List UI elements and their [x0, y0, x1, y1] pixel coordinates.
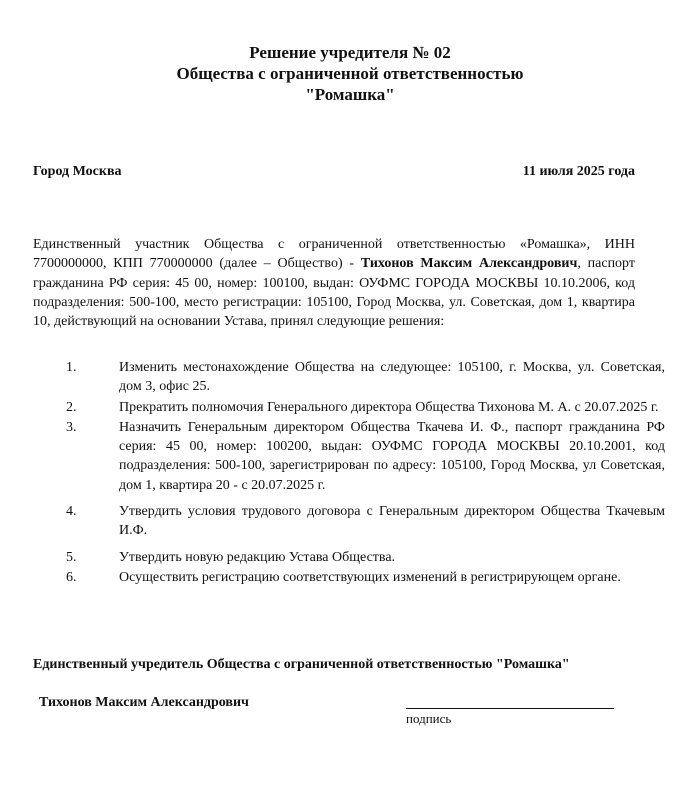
list-item: [33, 568, 665, 587]
list-item: [33, 548, 665, 567]
decisions-list: [33, 358, 665, 588]
item-number: 3.: [66, 419, 77, 435]
intro-text-end: , паспорт гражданина РФ серия: 45 00, номер: 100100, выдан: ОУФМС ГОРОДА МОСКВЫ 10.10.2006, код подразделения: 500-100, место регистрации: 105100, Город Москва, ул. Советская, дом 1, квартира 10, действующий на основании Устава, принял следующие решения:: [33, 256, 635, 330]
city: Город Москва: [33, 164, 122, 179]
item-number: 4.: [66, 504, 77, 520]
item-number: 6.: [66, 569, 77, 585]
list-item: [33, 418, 665, 495]
item-text: Прекратить полномочия Генерального директора Общества Тихонова М. А. с 20.07.2025 г.: [119, 399, 659, 415]
item-text: Назначить Генеральным директором Общества Ткачева И. Ф., паспорт гражданина РФ серия: 45 00, номер: 100200, выдан: ОУФМС ГОРОДА МОСКВЫ 20.10.2001, код подразделения: 500-100, зарегистрирован по адресу: 105100, Город Москва, ул Советская, дом 1, квартира 20 - с 20.07.2025 г.: [119, 419, 665, 493]
intro-paragraph: [33, 235, 635, 331]
item-number: 1.: [66, 360, 77, 375]
document-title: [0, 42, 700, 105]
list-item: [33, 398, 665, 417]
title-line-2: Общества с ограниченной ответственностью: [176, 64, 524, 83]
item-number: 2.: [66, 399, 77, 415]
signer-name: Тихонов Максим Александрович: [39, 695, 249, 710]
title-line-1: Решение учредителя № 02: [249, 43, 451, 62]
signature-line: [406, 708, 614, 709]
item-text: Осуществить регистрацию соответствующих изменений в регистрирующем органе.: [119, 569, 621, 585]
founder-caption: Единственный учредитель Общества с ограниченной ответственностью "Ромашка": [33, 657, 570, 672]
participant-name: Тихонов Максим Александрович: [360, 256, 578, 272]
item-text: Утвердить условия трудового договора с Генеральным директором Общества Ткачевым И.Ф.: [119, 504, 665, 539]
title-line-3: "Ромашка": [305, 85, 395, 104]
intro-text-start: Единственный участник Общества с ограниченной ответственностью «Ромашка», ИНН 7700000000, КПП 770000000 (далее – Общество) -: [33, 237, 635, 272]
list-item: [33, 358, 665, 397]
document-date: 11 июля 2025 года: [522, 164, 635, 179]
item-number: 5.: [66, 549, 77, 565]
list-item: [33, 502, 665, 541]
item-text: Утвердить новую редакцию Устава Общества.: [119, 549, 396, 565]
item-text: Изменить местонахождение Общества на следующее: 105100, г. Москва, ул. Советская, дом 3, офис 25.: [119, 360, 665, 395]
signature-label: подпись: [406, 711, 452, 726]
